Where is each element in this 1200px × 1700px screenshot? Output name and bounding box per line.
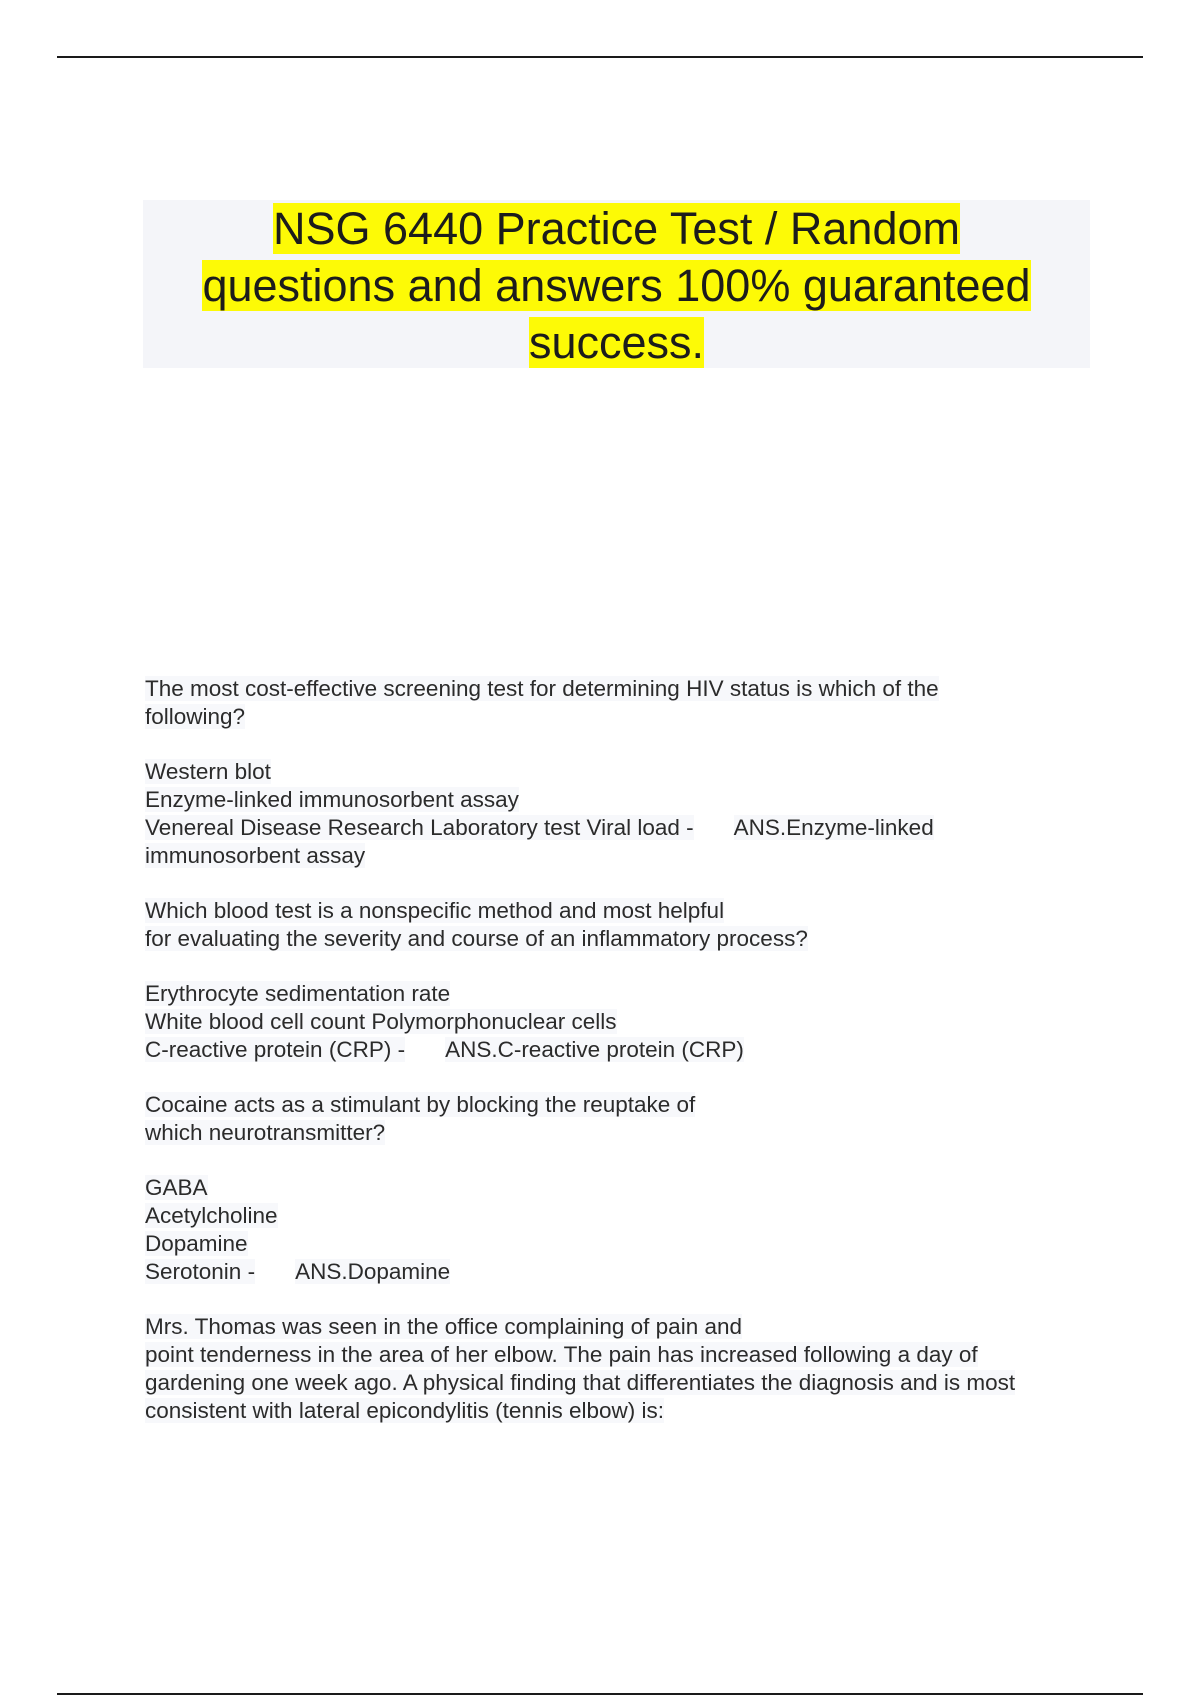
answer-option: Dopamine xyxy=(145,1231,248,1256)
answer-option: Western blot xyxy=(145,759,271,784)
bottom-rule xyxy=(57,1693,1143,1695)
correct-answer: ANS.C-reactive protein (CRP) xyxy=(445,1037,744,1062)
answer-option: Serotonin - xyxy=(145,1259,256,1284)
correct-answer: ANS.Dopamine xyxy=(295,1259,451,1284)
answer-option: C-reactive protein (CRP) - xyxy=(145,1037,406,1062)
correct-answer-continued: immunosorbent assay xyxy=(145,843,366,868)
correct-answer: ANS.Enzyme-linked xyxy=(733,815,934,840)
question-stem-line: gardening one week ago. A physical finding that differentiates the diagnosis and is most xyxy=(145,1370,1016,1395)
title-line-1: NSG 6440 Practice Test / Random xyxy=(273,203,960,254)
answer-option: GABA xyxy=(145,1175,208,1200)
title-line-3: success. xyxy=(528,317,705,368)
question-stem-line: for evaluating the severity and course of an inflammatory process? xyxy=(145,926,808,951)
title-line-2: questions and answers 100% guaranteed xyxy=(202,260,1031,311)
question-2 xyxy=(145,897,1095,1064)
question-stem-line: Mrs. Thomas was seen in the office complaining of pain and xyxy=(145,1314,742,1339)
question-stem-line: point tenderness in the area of her elbow. The pain has increased following a day of xyxy=(145,1342,978,1367)
question-stem-line: following? xyxy=(145,704,246,729)
answer-option: Acetylcholine xyxy=(145,1203,278,1228)
answer-option: Erythrocyte sedimentation rate xyxy=(145,981,451,1006)
document-title xyxy=(143,200,1090,371)
question-stem-line: Cocaine acts as a stimulant by blocking the reuptake of xyxy=(145,1092,696,1117)
question-stem-line: consistent with lateral epicondylitis (tennis elbow) is: xyxy=(145,1398,664,1423)
question-stem-line: The most cost-effective screening test for determining HIV status is which of the xyxy=(145,676,939,701)
question-1 xyxy=(145,675,1095,870)
answer-option: Enzyme-linked immunosorbent assay xyxy=(145,787,519,812)
title-block xyxy=(143,200,1090,368)
top-rule xyxy=(57,56,1143,58)
answer-option: Venereal Disease Research Laboratory test Viral load - xyxy=(145,815,694,840)
question-stem-line: which neurotransmitter? xyxy=(145,1120,386,1145)
question-3 xyxy=(145,1091,1095,1286)
answer-option: White blood cell count Polymorphonuclear cells xyxy=(145,1009,617,1034)
question-list xyxy=(145,675,1095,1425)
question-stem-line: Which blood test is a nonspecific method and most helpful xyxy=(145,898,725,923)
question-4 xyxy=(145,1313,1095,1425)
